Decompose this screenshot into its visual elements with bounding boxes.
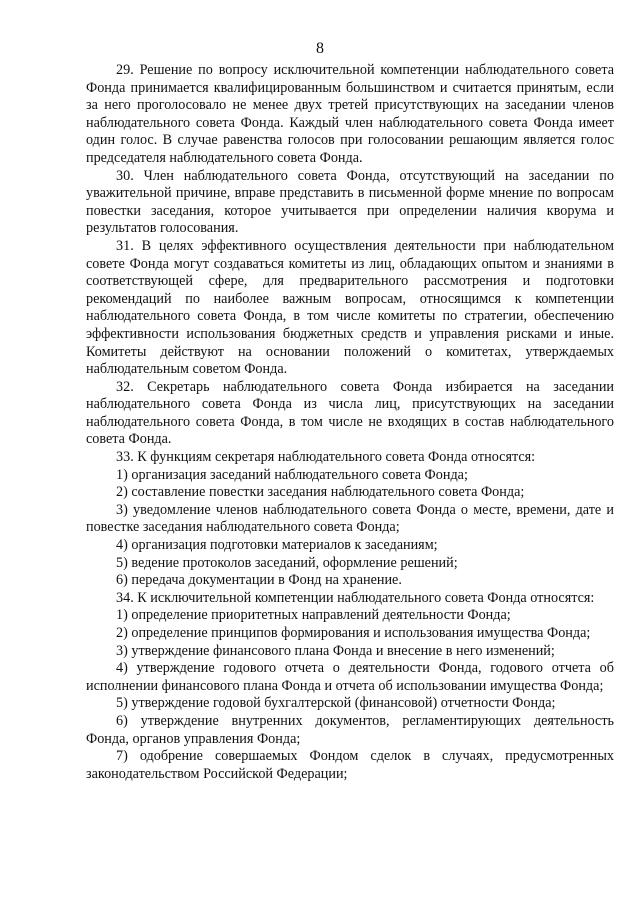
list-item-34-7: 7) одобрение совершаемых Фондом сделок в случаях, предусмотренных законодательством Российской Федерации;: [86, 748, 614, 782]
list-item-34-5: 5) утверждение годовой бухгалтерской (финансовой) отчетности Фонда;: [116, 695, 556, 712]
paragraph-33: 33. К функциям секретаря наблюдательного совета Фонда относятся:: [116, 449, 536, 466]
list-item-33-6: 6) передача документации в Фонд на хранение.: [116, 572, 402, 589]
list-item-34-2: 2) определение принципов формирования и использования имущества Фонда;: [116, 625, 591, 641]
paragraph-31: 31. В целях эффективного осуществления деятельности при наблюдательном совете Фонда могут создаваться комитеты из лиц, обладающих опытом и знаниями в соответствующей сфере, для предварительного рассмотрения и подготовки рекомендаций по наиболее важным вопросам, относящимся к компетенции наблюдательного совета Фонда, в том числе комитеты по стратегии, обеспечению эффективности использования бюджетных средств и управления рисками и иные. Комитеты действуют на основании положений о комитетах, утверждаемых наблюдательным советом Фонда.: [86, 237, 614, 378]
paragraph-34: 34. К исключительной компетенции наблюдательного совета Фонда относятся:: [116, 589, 595, 606]
document-body: [86, 62, 614, 783]
list-item-33-3: 3) уведомление членов наблюдательного совета Фонда о месте, времени, дате и повестке заседания наблюдательного совета Фонда;: [86, 501, 614, 536]
list-item-34-1: 1) определение приоритетных направлений деятельности Фонда;: [116, 607, 511, 624]
list-item-34-3: 3) утверждение финансового плана Фонда и внесение в него изменений;: [116, 642, 555, 659]
list-item-33-5: 5) ведение протоколов заседаний, оформление решений;: [116, 554, 458, 571]
paragraph-32: 32. Секретарь наблюдательного совета Фонда избирается на заседании наблюдательного совета Фонда из числа лиц, присутствующих на заседании наблюдательного совета Фонда, в том числе не входящих в состав наблюдательного совета Фонда.: [86, 378, 614, 448]
list-item-33-1: 1) организация заседаний наблюдательного совета Фонда;: [116, 466, 468, 483]
list-item-33-4: 4) организация подготовки материалов к заседаниям;: [116, 537, 438, 554]
paragraph-29: 29. Решение по вопросу исключительной компетенции наблюдательного совета Фонда принимается квалифицированным большинством и считается принятым, если за него проголосовало не менее двух третей присутствующих на заседании членов наблюдательного совета Фонда. Каждый член наблюдательного совета Фонда имеет один голос. В случае равенства голосов при голосовании решающим является голос председателя наблюдательного совета Фонда.: [86, 62, 614, 166]
page-number: 8: [316, 40, 324, 57]
paragraph-30: 30. Член наблюдательного совета Фонда, отсутствующий на заседании по уважительной причине, вправе представить в письменной форме мнение по вопросам повестки заседания, которое учитывается при определении наличия кворума и результатов голосования.: [86, 167, 614, 237]
list-item-33-2: 2) составление повестки заседания наблюдательного совета Фонда;: [116, 484, 525, 501]
list-item-34-4: 4) утверждение годового отчета о деятельности Фонда, годового отчета об исполнении финансового плана Фонда и отчета об использовании имущества Фонда;: [86, 660, 614, 694]
list-item-34-6: 6) утверждение внутренних документов, регламентирующих деятельность Фонда, органов управления Фонда;: [86, 712, 614, 747]
